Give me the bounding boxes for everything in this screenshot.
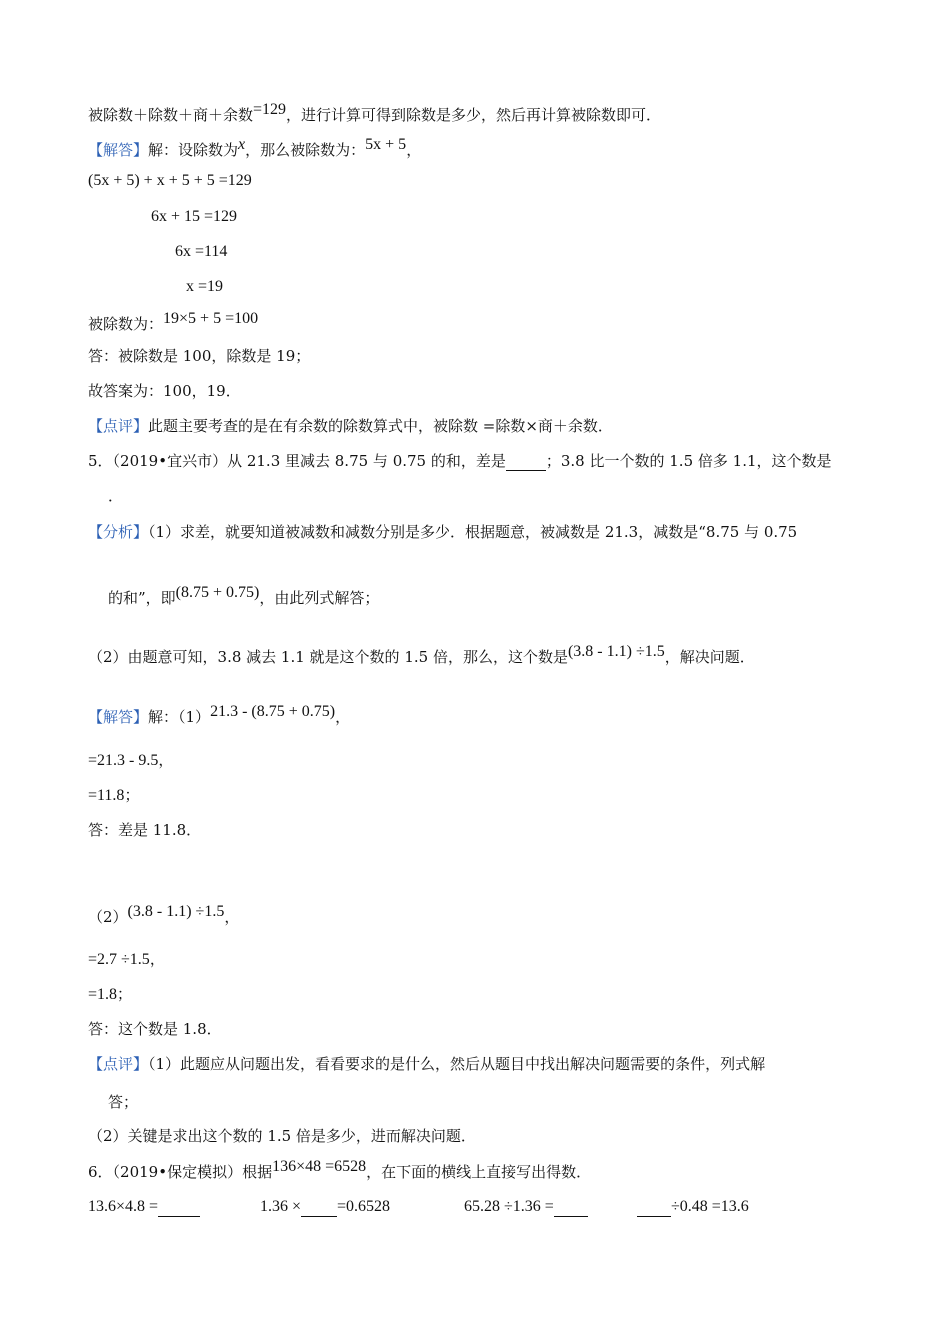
equation-2: 6x + 15 =129: [151, 208, 238, 225]
part-2-line: （2）(3.8 - 1.1) ÷1.5，: [88, 903, 240, 926]
calc-line-2: =11.8；: [88, 786, 140, 804]
analysis-line-1: 【分析】（1）求差，就要知道被减数和减数分别是多少．根据题意，被减数是 21.3，减数是“8.75 与 0.75: [88, 523, 798, 541]
analysis-line-2: 的和”，即(8.75 + 0.75)，由此列式解答；: [108, 584, 380, 607]
comment-tag: 【点评】: [88, 417, 149, 435]
q6-item-c: 65.28 ÷1.36 =: [464, 1196, 588, 1217]
answer-statement-1: 答：被除数是 100，除数是 19；: [88, 347, 311, 365]
comment-line-1: 【点评】此题主要考查的是在有余数的除数算式中，被除数 =除数×商＋余数．: [88, 417, 613, 435]
answer-line-2: 【解答】解：（1）21.3 - (8.75 + 0.75)，: [88, 703, 351, 726]
analysis-line-3: （2）由题意可知，3.8 减去 1.1 就是这个数的 1.5 倍，那么，这个数是(3.8 - 1.1) ÷1.5，解决问题．: [88, 643, 755, 666]
answer-tag: 【解答】: [88, 141, 149, 159]
answer-statement-3: 答：这个数是 1.8．: [88, 1020, 222, 1038]
line-1: 被除数＋除数＋商＋余数=129，进行计算可得到除数是多少，然后再计算被除数即可．: [88, 101, 662, 124]
answer-tag: 【解答】: [88, 708, 149, 726]
question-5: 5．（2019•宜兴市）从 21.3 里减去 8.75 与 0.75 的和，差是 ；3.8 比一个数的 1.5 倍多 1.1，这个数是: [88, 452, 832, 470]
answer-blank: [637, 1200, 671, 1217]
answer-line-1: 【解答】解：设除数为x，那么被除数为：5x + 5，: [88, 136, 422, 159]
comment-tag: 【点评】: [88, 1055, 149, 1073]
equation-1: (5x + 5) + x + 5 + 5 =129: [88, 172, 252, 189]
comment-line-3: （2）关键是求出这个数的 1.5 倍是多少，进而解决问题．: [88, 1127, 476, 1145]
analysis-tag: 【分析】: [88, 523, 149, 541]
dividend-line: 被除数为：19×5 + 5 =100: [88, 310, 259, 333]
final-answer-1: 故答案为：100，19．: [88, 382, 241, 400]
q6-item-a: 13.6×4.8 =: [88, 1196, 200, 1217]
equation-4: x =19: [186, 278, 224, 295]
question-6: 6．（2019•保定模拟）根据136×48 =6528，在下面的横线上直接写出得数．: [88, 1158, 592, 1181]
q6-item-b: 1.36 × =0.6528: [260, 1198, 391, 1215]
comment-line-2-cont: 答；: [108, 1093, 139, 1111]
question-5-cont: ．: [108, 487, 124, 505]
calc-line-1: =21.3 - 9.5，: [88, 751, 174, 769]
answer-blank: [554, 1200, 588, 1217]
answer-blank: [158, 1200, 200, 1217]
equation-3: 6x =114: [175, 243, 228, 260]
answer-statement-2: 答：差是 11.8．: [88, 821, 202, 839]
q6-item-d: ÷0.48 =13.6: [637, 1196, 749, 1217]
calc-line-3: =2.7 ÷1.5，: [88, 950, 165, 968]
calc-line-4: =1.8；: [88, 985, 133, 1003]
answer-blank: [301, 1200, 337, 1217]
answer-blank: [506, 454, 546, 471]
comment-line-2: 【点评】（1）此题应从问题出发，看看要求的是什么，然后从题目中找出解决问题需要的条件，列式解: [88, 1055, 766, 1073]
